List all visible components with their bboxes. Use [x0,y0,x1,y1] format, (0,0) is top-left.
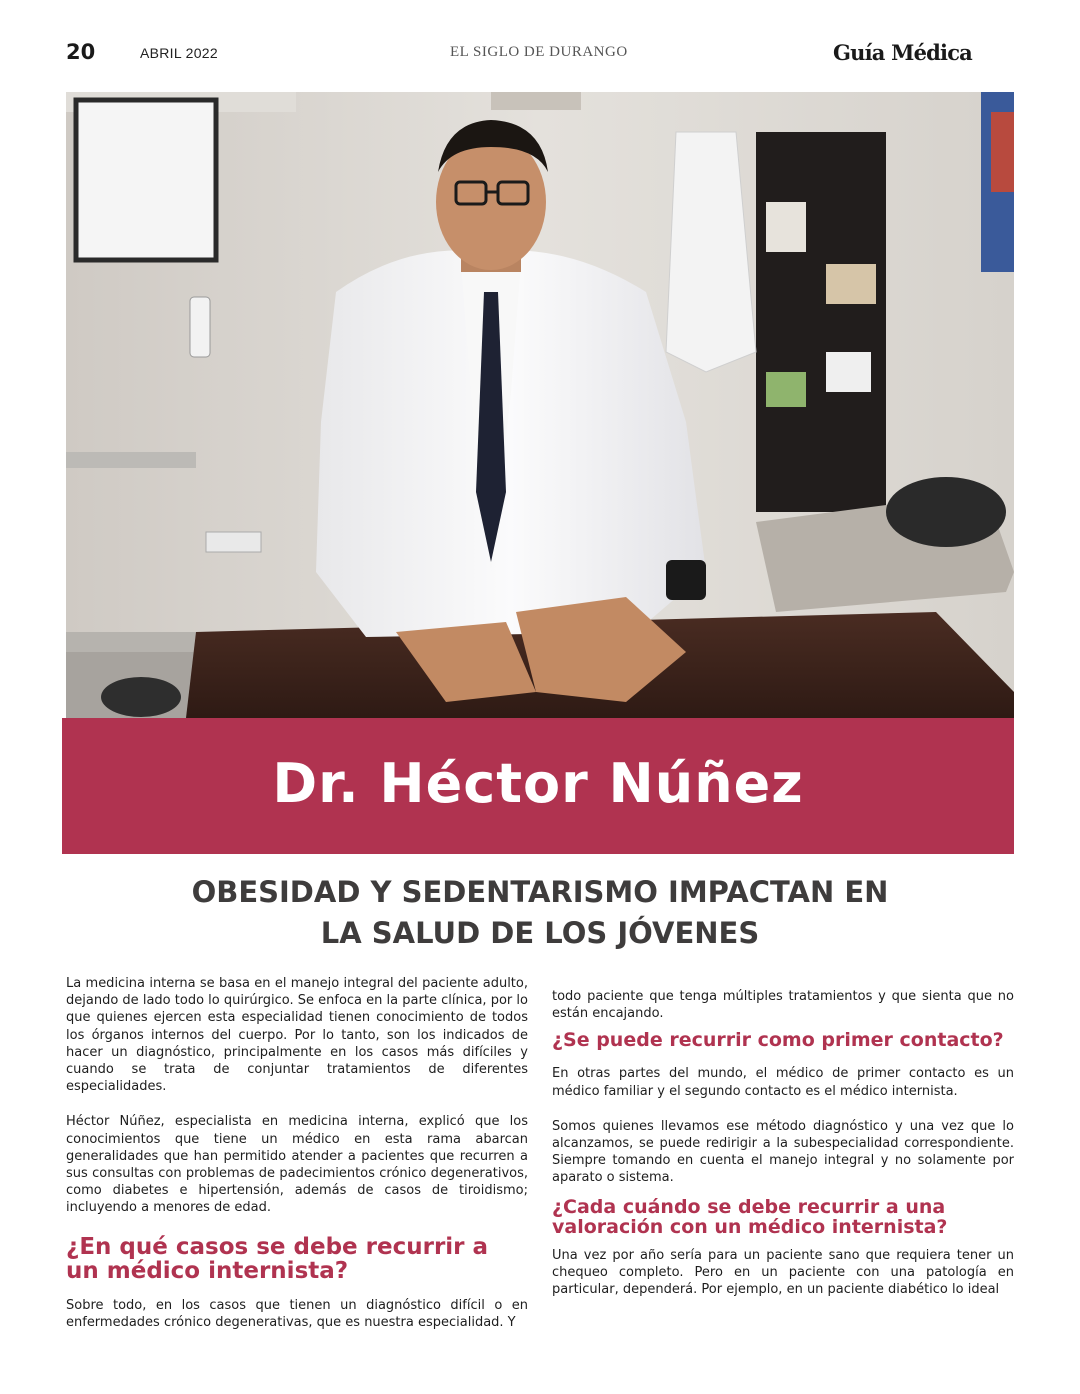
paragraph: Héctor Núñez, especialista en medicina interna, explicó que los conocimientos que tiene un médico en esta rama abarcan generalidades que han permitido atender a pacientes que recurren a sus consultas con problemas de padecimientos crónico degenerativos, como diabetes e hipertensión, además de casos de tiroidismo; incluyendo a menores de edad. [66,1114,528,1216]
right-column [552,988,1014,1316]
subheading: ¿Se puede recurrir como primer contacto? [552,1029,1004,1052]
paragraph: Sobre todo, en los casos que tienen un diagnóstico difícil o en enfermedades crónico degenerativas, que es nuestra especialidad. Y [66,1297,528,1330]
headline-line-2: LA SALUD DE LOS JÓVENES [320,916,760,950]
paragraph: La medicina interna se basa en el manejo integral del paciente adulto, dejando de lado todo lo quirúrgico. Se enfoca en la parte clínica, por lo que quienes ejercen esta especialidad tienen conocimiento de todos los órganos internos del cuerpo. Por lo tanto, son los indicados de hacer un diagnóstico, principalmente en los casos más difíciles y cuando se trata de conjuntar tratamientos de diferentes especialidades. [66,976,528,1095]
subheading: ¿En qué casos se debe recurrir a un médico internista? [66,1233,489,1284]
subheading: ¿Cada cuándo se debe recurrir a una valoración con un médico internista? [552,1195,948,1238]
page-header [0,0,1080,80]
paragraph: todo paciente que tenga múltiples tratamientos y que sienta que no están encajando. [552,989,1014,1022]
paragraph: En otras partes del mundo, el médico de primer contacto es un médico familiar y el segundo contacto es el médico internista. [552,1066,1014,1099]
doctor-name: Dr. Héctor Núñez [272,752,804,815]
page-number: 20 [66,40,96,64]
headline-line-1: OBESIDAD Y SEDENTARISMO IMPACTAN EN [191,875,889,909]
left-column [66,975,528,1349]
article-headline [100,872,980,954]
paragraph: Una vez por año sería para un paciente sano que requiera tener un chequeo completo. Pero en un paciente con una patología en particular, dependerá. Por ejemplo, en un paciente diabético lo ideal [552,1247,1014,1298]
doctor-photo [66,92,1014,718]
newspaper-name: EL SIGLO DE DURANGO [450,44,628,60]
paragraph: Somos quienes llevamos ese método diagnóstico y una vez que lo alcanzamos, se puede redirigir a la subespecialidad correspondiente. Siempre tomando en cuenta el manejo integral y no solamente por aparato o sistema. [552,1118,1014,1186]
name-banner [62,718,1014,854]
issue-date: ABRIL 2022 [140,45,218,61]
section-title: Guía Médica [833,40,972,65]
